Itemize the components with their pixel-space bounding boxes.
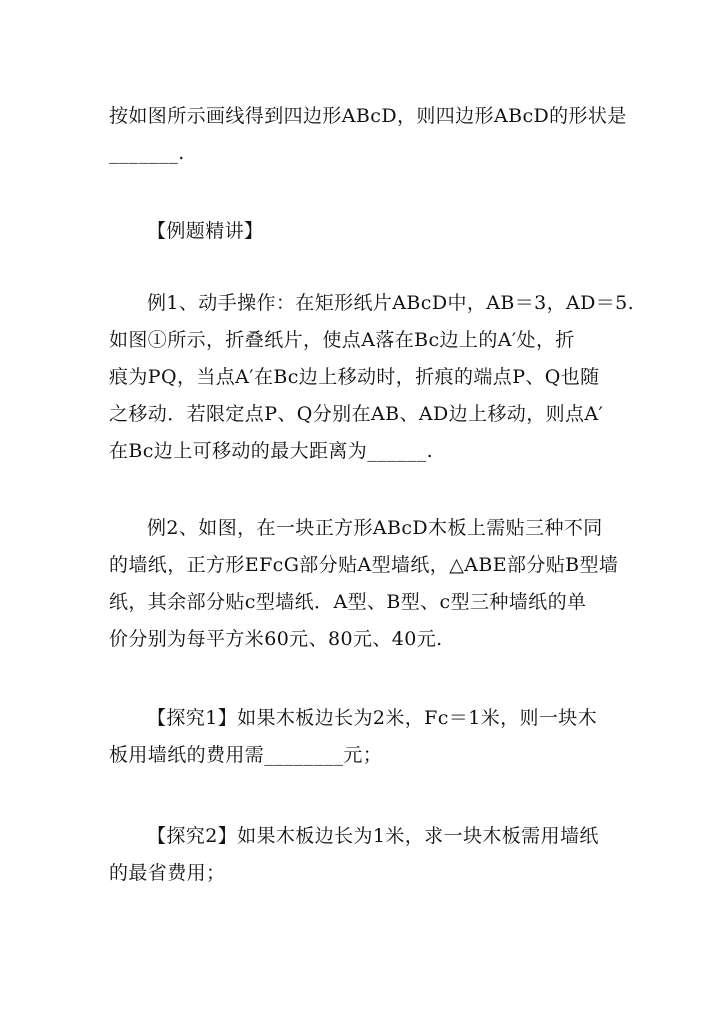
text-line: 板用墙纸的费用需________元；: [109, 744, 383, 766]
text-line: 价分别为每平方米60元、80元、40元.: [109, 628, 443, 650]
example-2-paragraph: [109, 510, 623, 658]
explore-1-paragraph: [109, 700, 623, 774]
text-line: 【探究1】如果木板边长为2米，Fc＝1米，则一块木: [147, 707, 598, 729]
text-line: 的墙纸，正方形EFcG部分贴A型墙纸，△ABE部分贴B型墙: [109, 554, 619, 576]
example-1-paragraph: [109, 285, 635, 470]
text-line: 痕为PQ，当点A′在Bc边上移动时，折痕的端点P、Q也随: [109, 366, 600, 388]
text-line: 纸，其余部分贴c型墙纸．A型、B型、c型三种墙纸的单: [109, 591, 587, 613]
explore-2-paragraph: [109, 818, 623, 892]
text-line: 如图①所示，折叠纸片，使点A落在Bc边上的A′处，折: [109, 329, 575, 351]
section-heading: [109, 213, 661, 250]
text-line: 的最省费用；: [109, 862, 226, 884]
text-line: 例2、如图，在一块正方形ABcD木板上需贴三种不同: [147, 517, 603, 539]
text-line: 例1、动手操作：在矩形纸片ABcD中，AB＝3，AD＝5.: [147, 292, 635, 314]
text-line: 按如图所示画线得到四边形ABcD，则四边形ABcD的形状是: [109, 105, 627, 127]
text-line: 【探究2】如果木板边长为1米，求一块木板需用墙纸: [147, 825, 599, 847]
text-line: 在Bc边上可移动的最大距离为______.: [109, 440, 434, 462]
text-line: _______.: [109, 142, 185, 164]
intro-paragraph: [109, 98, 627, 172]
heading-text: 【例题精讲】: [147, 220, 264, 242]
text-line: 之移动．若限定点P、Q分别在AB、AD边上移动，则点A′: [109, 403, 604, 425]
